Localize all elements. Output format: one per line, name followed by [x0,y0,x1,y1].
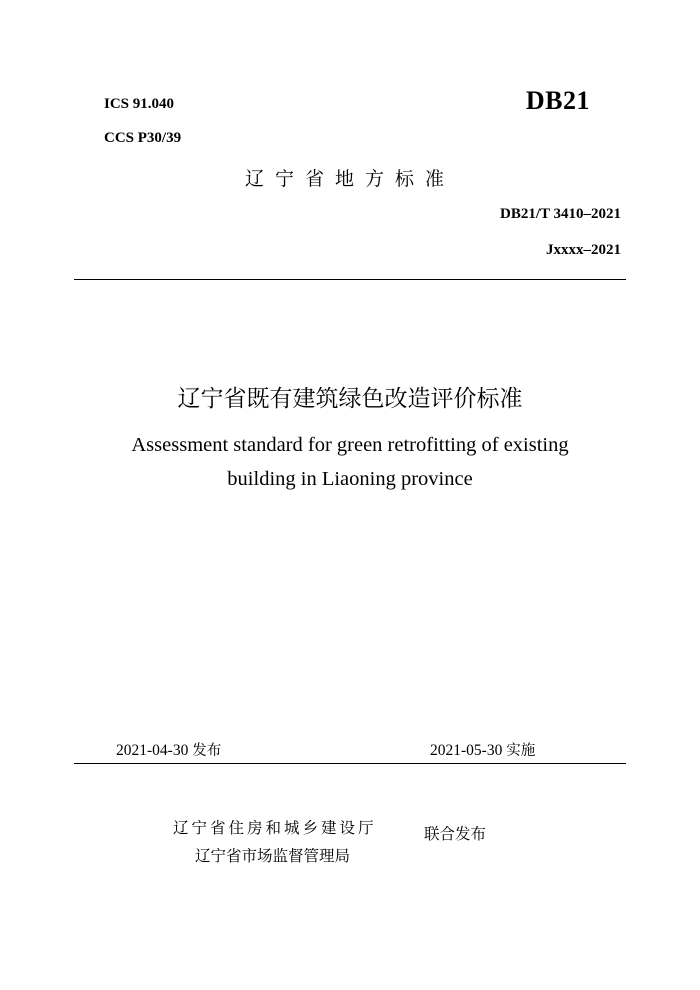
issuer-market-supervision: 辽宁省市场监督管理局 [195,847,351,865]
issue-label: 发布 [192,743,222,759]
title-english [0,428,700,496]
issue-date: 2021-04-30 [116,742,189,759]
title-english-line2: building in Liaoning province [227,468,473,490]
standard-number: DB21/T 3410–2021 [500,206,621,222]
ccs-code: CCS P30/39 [104,130,182,146]
db-mark: DB21 [525,86,590,115]
issuer-housing-department: 辽宁省住房和城乡建设厅 [173,819,377,837]
top-divider [74,279,626,280]
title-chinese: 辽宁省既有建筑绿色改造评价标准 [177,386,523,412]
implement-date-line [430,739,535,760]
standard-type: 辽宁省地方标准 [244,168,455,190]
implement-date: 2021-05-30 [430,742,503,759]
bottom-divider [74,763,626,764]
issue-date-line [116,739,221,760]
title-english-line1: Assessment standard for green retrofitting of existing [131,434,569,456]
ics-code: ICS 91.040 [104,96,175,112]
implement-label: 实施 [506,743,536,759]
joint-issue-label: 联合发布 [424,825,487,843]
record-number: Jxxxx–2021 [546,242,621,258]
